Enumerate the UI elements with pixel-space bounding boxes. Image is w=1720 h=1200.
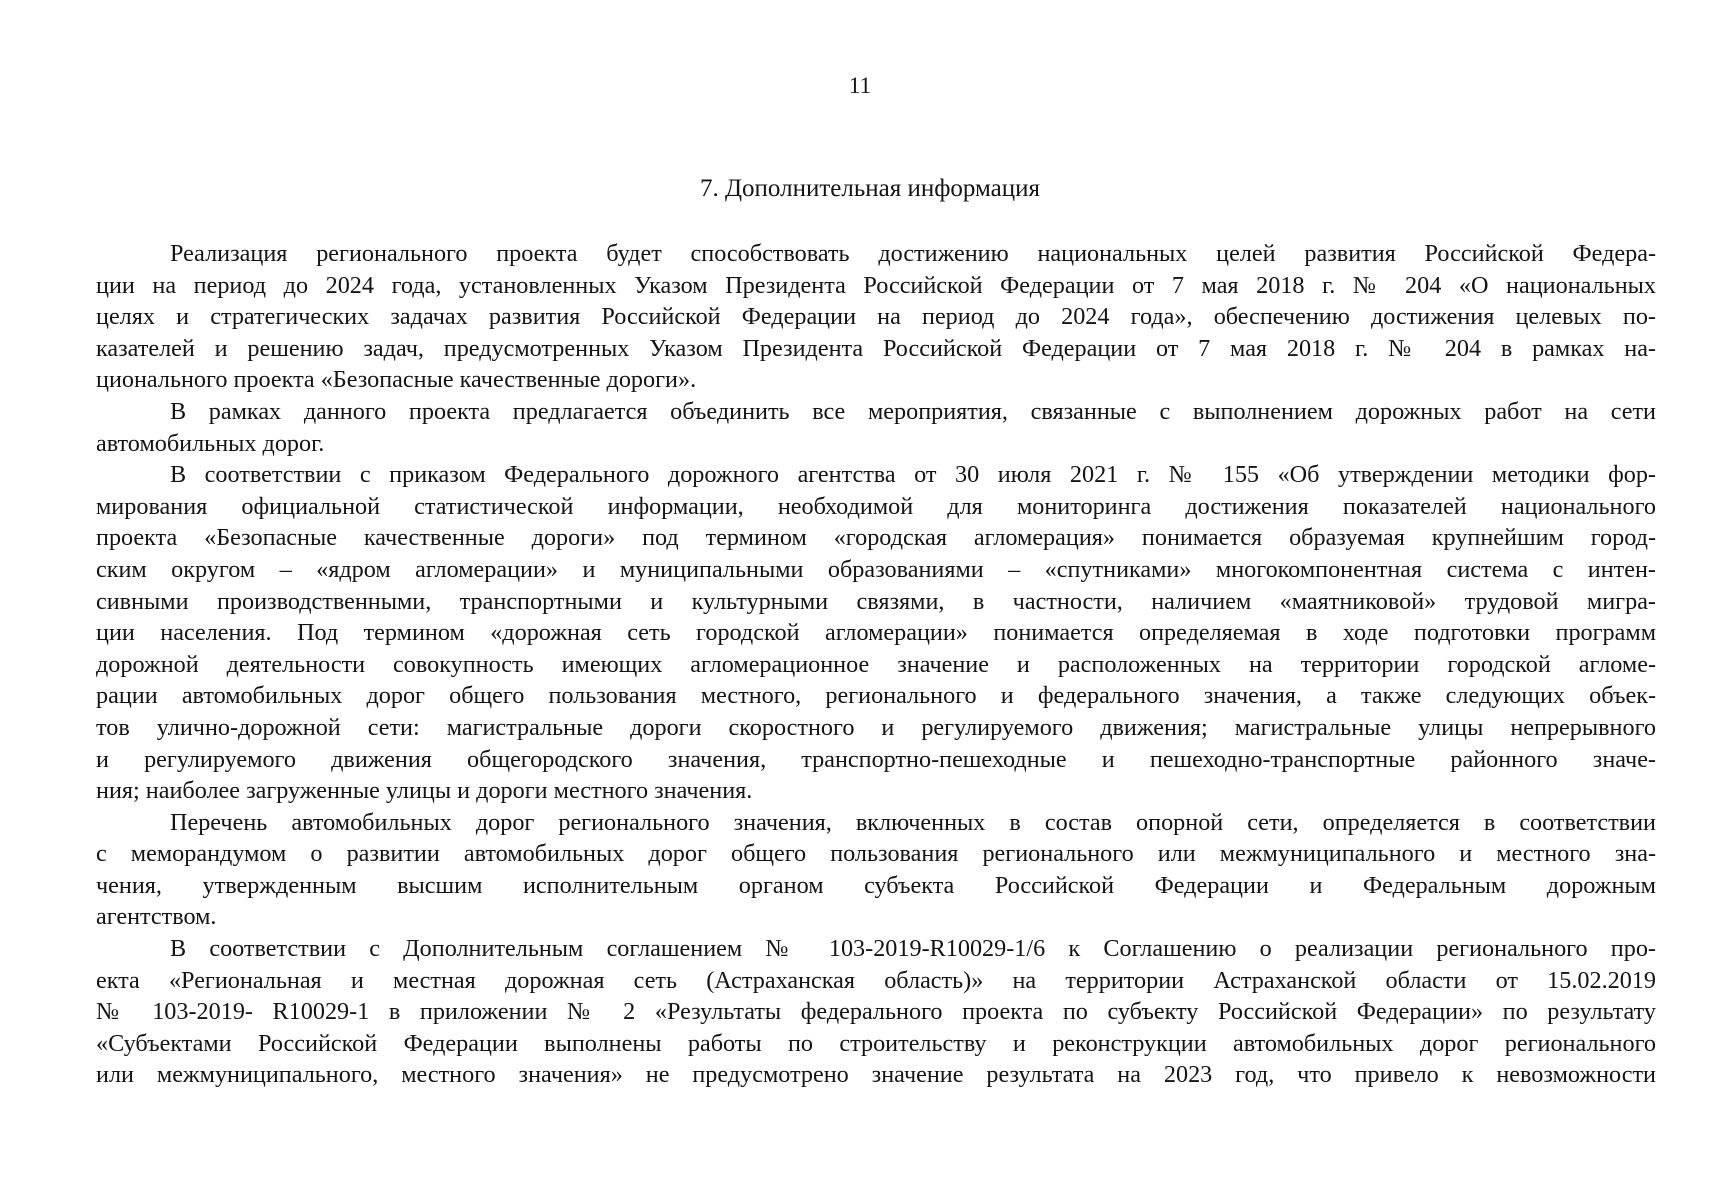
paragraph-line: казателей и решению задач, предусмотренных Указом Президента Российской Федерации от 7 мая 2018 г. № 204 в рамках на- [96,334,1656,362]
paragraph [96,933,1656,1091]
paragraph-line: сивными производственными, транспортными и культурными связями, в частности, наличием «маятниковой» трудовой мигра- [96,587,1656,615]
paragraph-line: ционального проекта «Безопасные качественные дороги». [96,366,697,394]
document-body [96,238,1656,1091]
paragraph-line: с меморандумом о развитии автомобильных дорог общего пользования регионального или межмуниципального и местного зна- [96,840,1656,868]
paragraph-line: ции населения. Под термином «дорожная сеть городской агломерации» понимается определяемая в ходе подготовки программ [96,619,1656,647]
paragraph-line: проекта «Безопасные качественные дороги» под термином «городская агломерация» понимается образуемая крупнейшим город- [96,524,1656,552]
paragraph-line: В соответствии с приказом Федерального дорожного агентства от 30 июля 2021 г. № 155 «Об утверждении методики фор- [170,461,1656,489]
paragraph-line: Реализация регионального проекта будет способствовать достижению национальных целей развития Российской Федера- [170,240,1656,267]
paragraph-line: Перечень автомобильных дорог регионального значения, включенных в состав опорной сети, определяется в соответствии [170,808,1656,836]
paragraph-line: ции на период до 2024 года, установленных Указом Президента Российской Федерации от 7 мая 2018 г. № 204 «О национальных [96,271,1656,299]
paragraph-line: екта «Региональная и местная дорожная сеть (Астраханская область)» на территории Астраханской области от 15.02.2019 [96,966,1656,994]
paragraph-line: автомобильных дорог. [96,429,325,457]
paragraph-line: дорожной деятельности совокупность имеющих агломерационное значение и расположенных на территории городской агломе- [96,650,1656,678]
paragraph [96,396,1656,459]
paragraph-line: В соответствии с Дополнительным соглашением № 103-2019-R10029-1/6 к Соглашению о реализации регионального про- [170,935,1656,963]
paragraph-line: или межмуниципального, местного значения» не предусмотрено значение результата на 2023 год, что привело к невозможности [96,1061,1656,1089]
paragraph-line: «Субъектами Российской Федерации выполнены работы по строительству и реконструкции автомобильных дорог регионального [96,1029,1656,1057]
paragraph [96,238,1656,396]
paragraph-line: агентством. [96,903,217,931]
paragraph-line: и регулируемого движения общегородского значения, транспортно-пешеходные и пешеходно-транспортные районного значе- [96,745,1656,773]
paragraph-line: мирования официальной статистической информации, необходимой для мониторинга достижения показателей национального [96,492,1656,520]
paragraph [96,459,1656,807]
paragraph-line: № 103-2019- R10029-1 в приложении № 2 «Результаты федерального проекта по субъекту Российской Федерации» по результату [96,998,1656,1026]
paragraph-line: В рамках данного проекта предлагается объединить все мероприятия, связанные с выполнением дорожных работ на сети [170,397,1656,425]
page-number: 11 [848,73,872,98]
paragraph [96,807,1656,933]
paragraph-line: рации автомобильных дорог общего пользования местного, регионального и федерального значения, а также следующих объек- [96,682,1656,710]
section-title: 7. Дополнительная информация [700,175,1041,202]
paragraph-line: ским округом – «ядром агломерации» и муниципальными образованиями – «спутниками» многокомпонентная система с интен- [96,555,1656,583]
paragraph-line: ния; наиболее загруженные улицы и дороги местного значения. [96,777,753,805]
paragraph-line: чения, утвержденным высшим исполнительным органом субъекта Российской Федерации и Федеральным дорожным [96,871,1656,899]
paragraph-line: целях и стратегических задачах развития Российской Федерации на период до 2024 года», обеспечению достижения целевых по- [96,303,1656,331]
paragraph-line: тов улично-дорожной сети: магистральные дороги скоростного и регулируемого движения; магистральные улицы непрерывного [96,713,1656,741]
